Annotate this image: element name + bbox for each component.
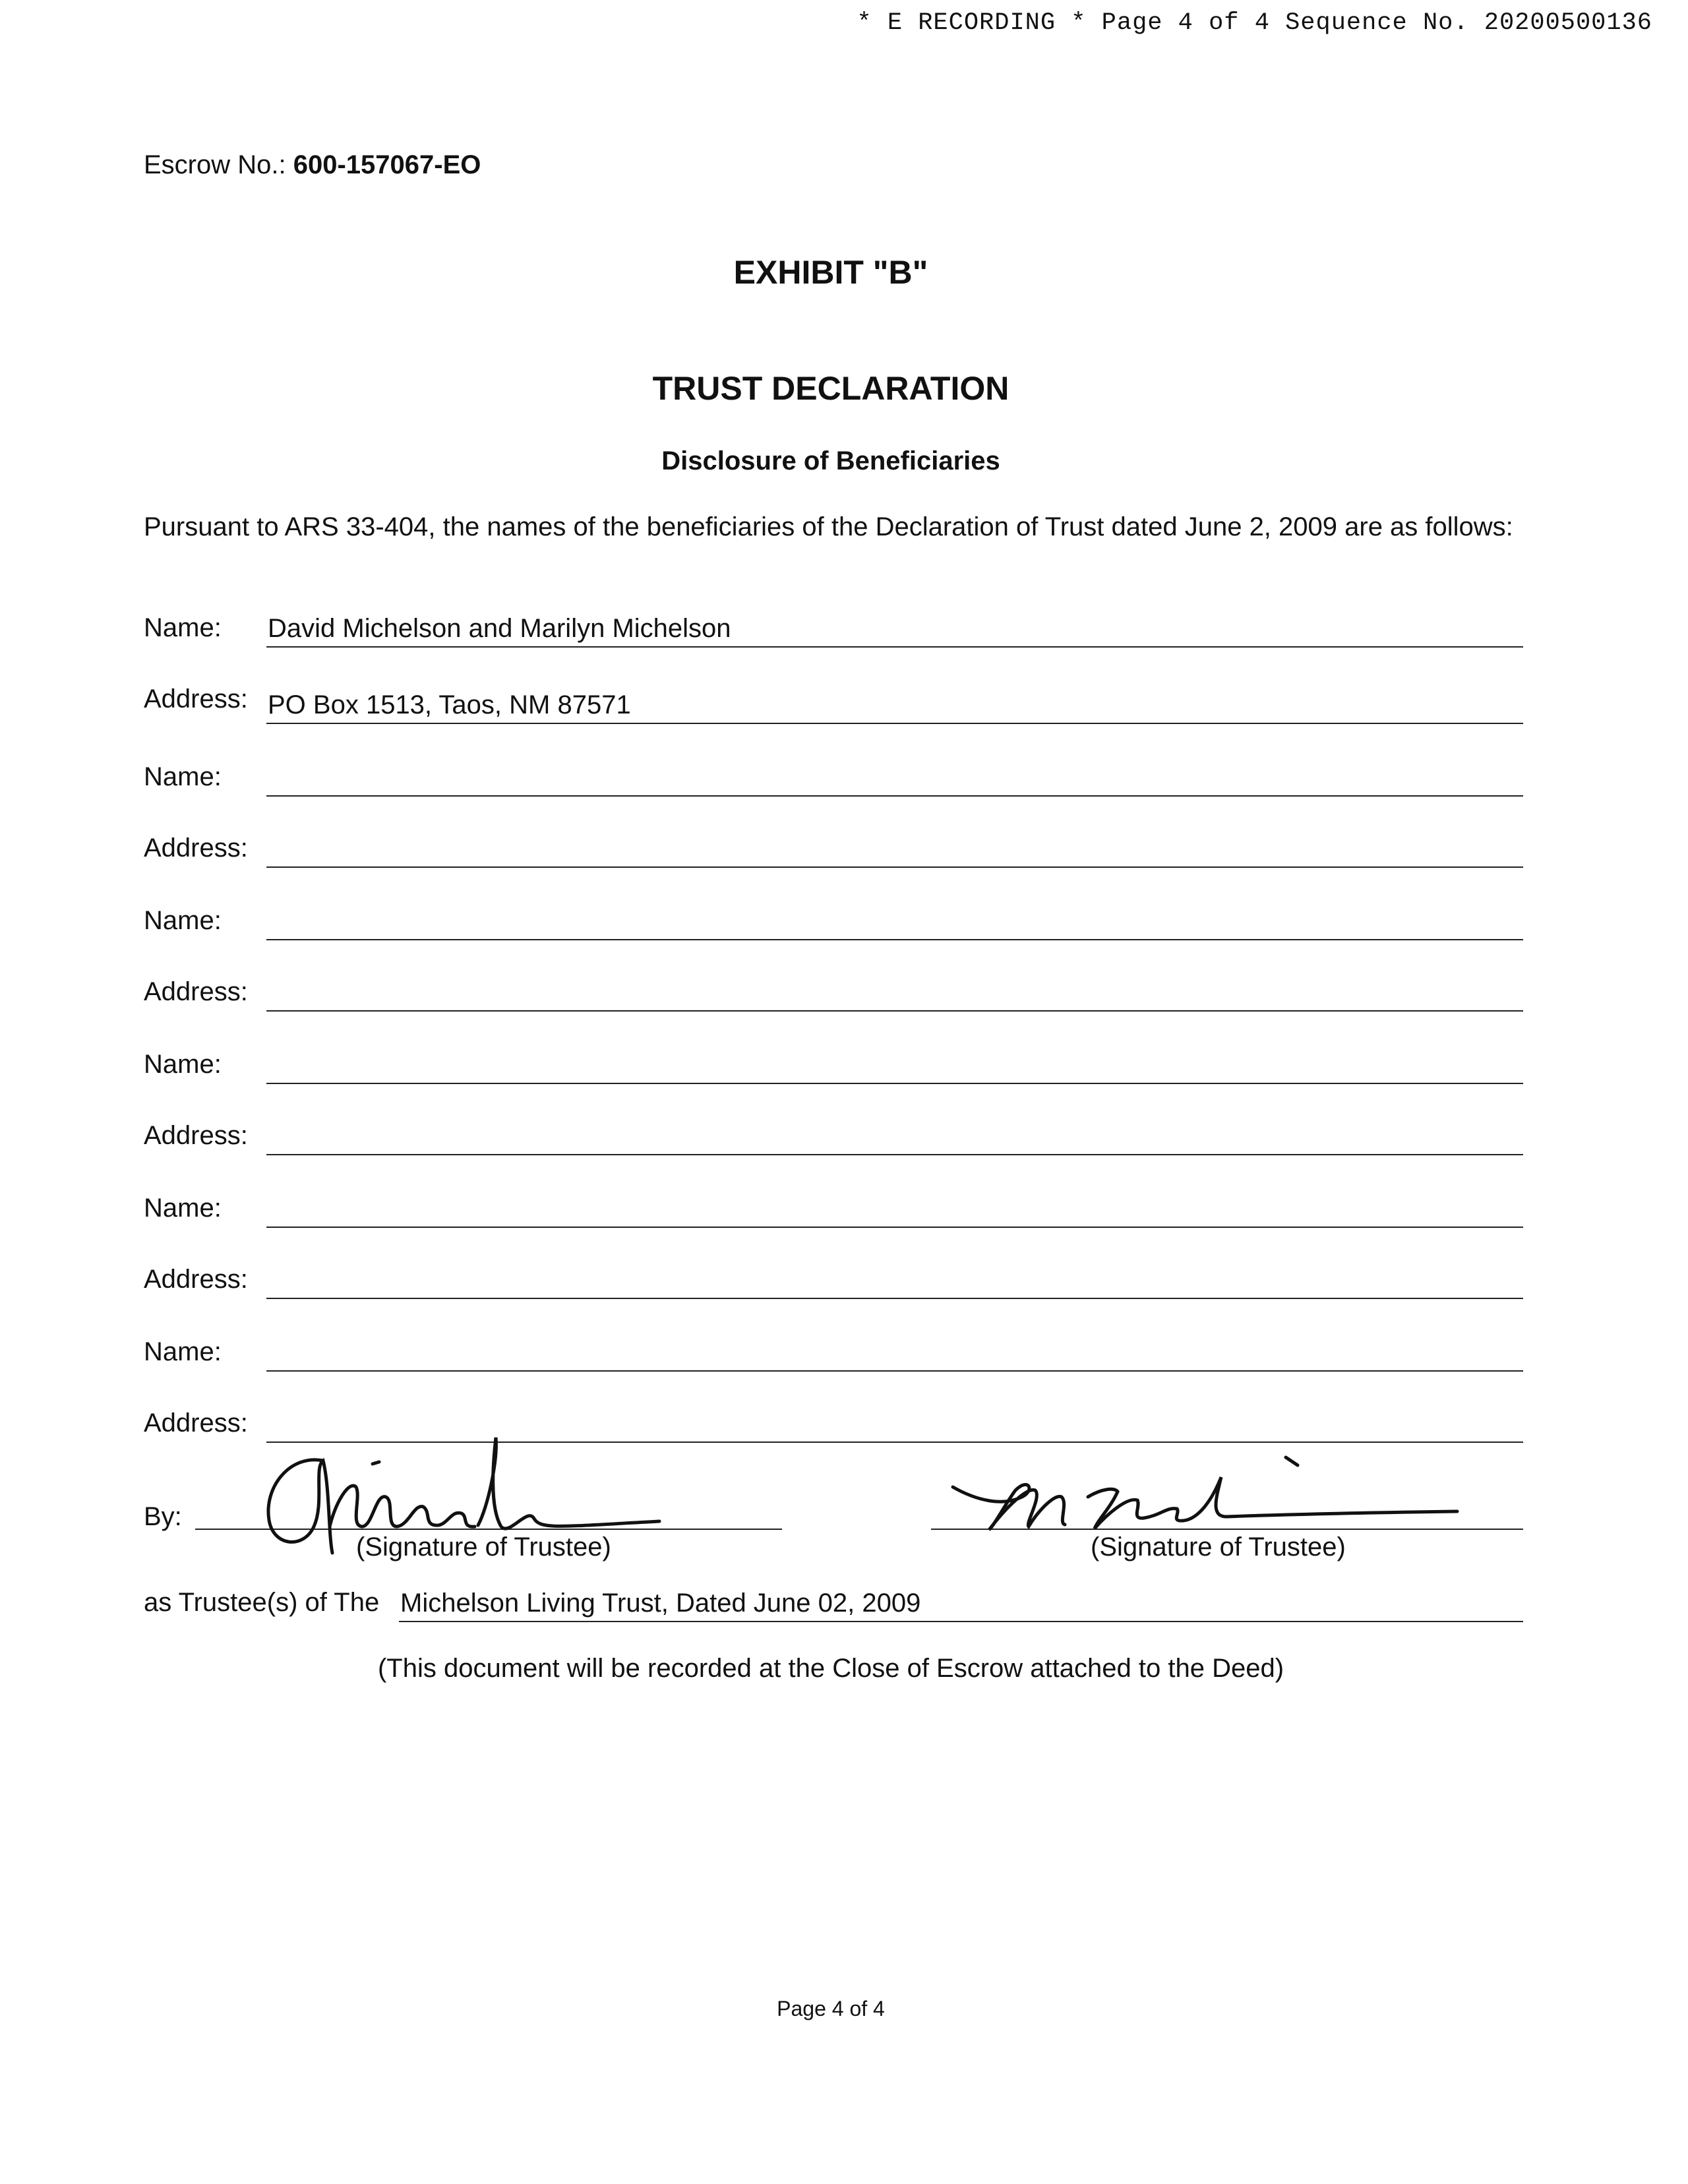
recording-header: * E RECORDING * Page 4 of 4 Sequence No. 20200500136 [857,9,1652,37]
escrow-value: 600-157067-EO [293,150,481,179]
field-label-name: Name: [144,1050,222,1079]
field-label-name: Name: [144,906,222,935]
field-name-4[interactable] [266,1051,1523,1084]
trust-name-field[interactable] [399,1589,1523,1622]
page-number: Page 4 of 4 [777,1997,885,2020]
field-label-name: Name: [144,1194,222,1223]
disclosure-title: Disclosure of Beneficiaries [661,446,1000,475]
recording-note: (This document will be recorded at the Close of Escrow attached to the Deed) [377,1654,1284,1683]
field-label-address: Address: [144,977,248,1006]
field-address-3[interactable] [266,979,1523,1012]
field-address-2[interactable] [266,835,1523,868]
field-name-1[interactable] [266,615,1523,648]
field-label-address: Address: [144,1409,248,1438]
handwritten-signature-left [251,1434,673,1566]
field-name-6[interactable] [266,1339,1523,1372]
trust-title: TRUST DECLARATION [652,370,1010,407]
signature-caption-right: (Signature of Trustee) [1091,1532,1346,1562]
escrow-number [144,150,481,180]
intro-paragraph: Pursuant to ARS 33-404, the names of the beneficiaries of the Declaration of Trust dated June 2, 2009 are as follows: [144,512,1513,541]
field-name-5[interactable] [266,1195,1523,1228]
field-label-address: Address: [144,684,248,713]
field-address-5[interactable] [266,1266,1523,1299]
field-label-address: Address: [144,834,248,863]
field-label-name: Name: [144,613,222,642]
trustee-label: as Trustee(s) of The [144,1588,380,1617]
exhibit-title: EXHIBIT "B" [733,254,928,291]
field-label-address: Address: [144,1265,248,1294]
field-name-3[interactable] [266,907,1523,940]
field-label-name: Name: [144,1337,222,1366]
field-label-name: Name: [144,762,222,791]
trust-name-value: Michelson Living Trust, Dated June 02, 2009 [400,1589,921,1618]
field-value: David Michelson and Marilyn Michelson [268,614,731,643]
handwritten-signature-right [950,1451,1477,1536]
field-value: PO Box 1513, Taos, NM 87571 [268,690,631,719]
field-address-4[interactable] [266,1122,1523,1155]
escrow-label: Escrow No.: [144,150,286,179]
by-label: By: [144,1502,182,1531]
field-name-2[interactable] [266,764,1523,797]
field-label-address: Address: [144,1121,248,1150]
field-address-1[interactable] [266,691,1523,724]
signature-caption-left: (Signature of Trustee) [356,1532,611,1562]
